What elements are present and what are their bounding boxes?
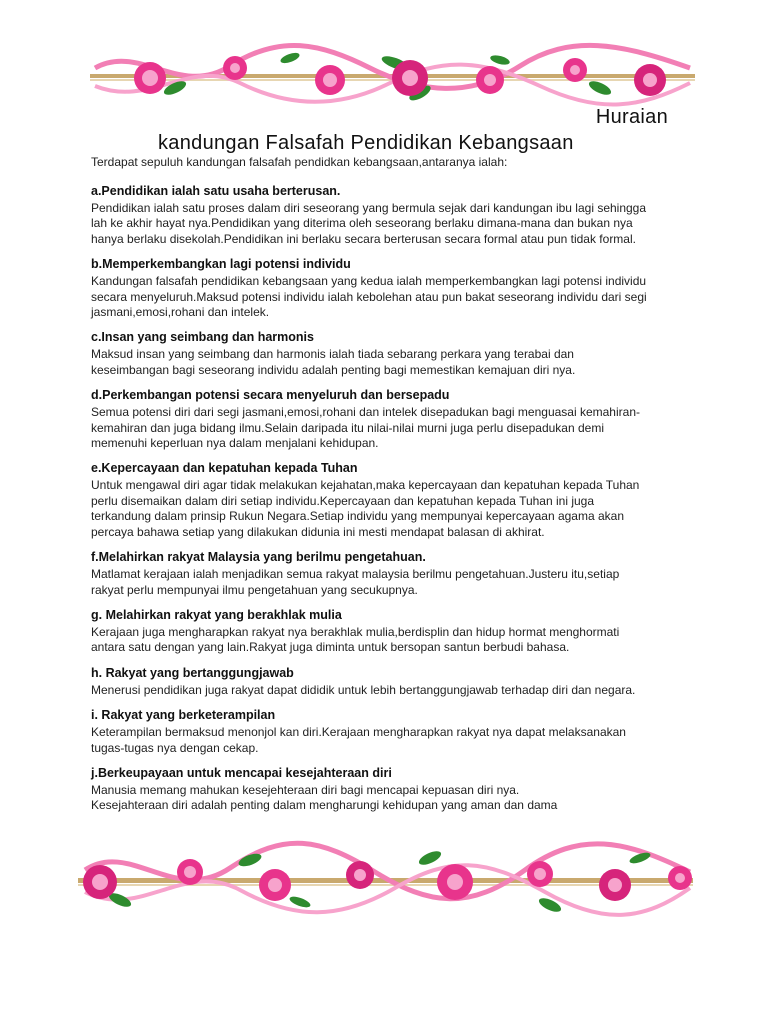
section-body: Kandungan falsafah pendidikan kebangsaan yang kedua ialah memperkembangkan lagi potensi individu secara menyeluruh.Maksud potensi individu ialah kebolehan atau pun bakat seseorang individu dari segi jasmani,emosi,rohani dan intelek. bbox=[91, 274, 647, 320]
section-g bbox=[91, 608, 681, 656]
section-body: Menerusi pendidikan juga rakyat dapat dididik untuk lebih bertanggungjawab terhadap diri dan negara. bbox=[91, 682, 636, 697]
section-heading: g. Melahirkan rakyat yang berakhlak mulia bbox=[91, 607, 342, 622]
section-heading: c.Insan yang seimbang dan harmonis bbox=[91, 330, 314, 345]
section-c bbox=[91, 330, 681, 378]
page-title-line1: Huraian bbox=[595, 106, 668, 128]
section-body: Untuk mengawal diri agar tidak melakukan kejahatan,maka kepercayaan dan kepatuhan kepada Tuhan perlu disemaikan dalam diri setiap individu.Kepercayaan dan kepatuhan kepada Tuhan ini juga terkandung dalam prinsip Rukun Negara.Setiap individu yang mempunyai kepercayaan agama akan percaya bahawa setiap yang dilakukan didunia ini mesti mendapat balasan di akhirat. bbox=[91, 478, 640, 539]
section-body: Semua potensi diri dari segi jasmani,emosi,rohani dan intelek disepadukan bagi menguasai kemahiran- kemahiran dan juga bidang ilmu.Selain daripada itu nilai-nilai murni juga perlu disepadukan demi memenuhi keperluan nya dalam menjalani kehidupan. bbox=[91, 405, 640, 451]
section-heading: h. Rakyat yang bertanggungjawab bbox=[91, 665, 294, 680]
section-d bbox=[91, 388, 681, 451]
section-h bbox=[91, 666, 681, 698]
section-body: Matlamat kerajaan ialah menjadikan semua rakyat malaysia berilmu pengetahuan.Justeru itu,setiap rakyat perlu mempunyai ilmu pengetahuan yang secukupnya. bbox=[91, 567, 620, 597]
section-heading: a.Pendidikan ialah satu usaha berterusan. bbox=[91, 184, 341, 198]
section-body: Manusia memang mahukan kesejehteraan diri bagi mencapai kepuasan diri nya. Kesejahteraan diri adalah penting dalam mengharungi kehidupan yang aman dan dama bbox=[91, 782, 558, 813]
section-b bbox=[91, 257, 681, 320]
floral-border-top-icon bbox=[0, 38, 768, 108]
intro-text: Terdapat sepuluh kandungan falsafah pendidkan kebangsaan,antaranya ialah: bbox=[91, 155, 508, 169]
section-heading: d.Perkembangan potensi secara menyeluruh dan bersepadu bbox=[91, 388, 450, 403]
floral-border-bottom-icon bbox=[0, 830, 768, 925]
section-heading: f.Melahirkan rakyat Malaysia yang berilmu pengetahuan. bbox=[91, 550, 426, 565]
section-i bbox=[91, 708, 681, 756]
section-body: Pendidikan ialah satu proses dalam diri seseorang yang bermula sejak dari kandungan ibu lagi sehingga lah ke akhir hayat nya.Pendidikan yang diterima oleh seseorang berlaku dimana-mana dan bukan nya hanya berlaku disekolah.Pendidikan ini berlaku secara berterusan secara formal atau pun tidak formal. bbox=[91, 201, 647, 246]
section-e bbox=[91, 461, 681, 540]
section-body: Keterampilan bermaksud menonjol kan diri.Kerajaan mengharapkan rakyat nya dapat melaksanakan tugas-tugas nya dengan cekap. bbox=[91, 725, 626, 755]
section-heading: i. Rakyat yang berketerampilan bbox=[91, 708, 276, 723]
section-body: Maksud insan yang seimbang dan harmonis ialah tiada sebarang perkara yang terabai dan keseimbangan bagi seseorang individu adalah penting bagi memestikan kemajuan diri nya. bbox=[91, 347, 576, 377]
section-heading: e.Kepercayaan dan kepatuhan kepada Tuhan bbox=[91, 461, 358, 476]
section-heading: b.Memperkembangkan lagi potensi individu bbox=[91, 257, 351, 272]
document-body bbox=[91, 155, 681, 824]
section-body: Kerajaan juga mengharapkan rakyat nya berakhlak mulia,berdisplin dan hidup hormat menghormati antara satu dengan yang lain.Rakyat juga diminta untuk bersopan santun berbudi bahasa. bbox=[91, 624, 620, 655]
section-f bbox=[91, 550, 681, 598]
section-heading: j.Berkeupayaan untuk mencapai kesejahteraan diri bbox=[91, 765, 392, 780]
page-title-line2: kandungan Falsafah Pendidikan Kebangsaan bbox=[158, 132, 574, 154]
section-j bbox=[91, 766, 681, 814]
section-a bbox=[91, 184, 681, 247]
